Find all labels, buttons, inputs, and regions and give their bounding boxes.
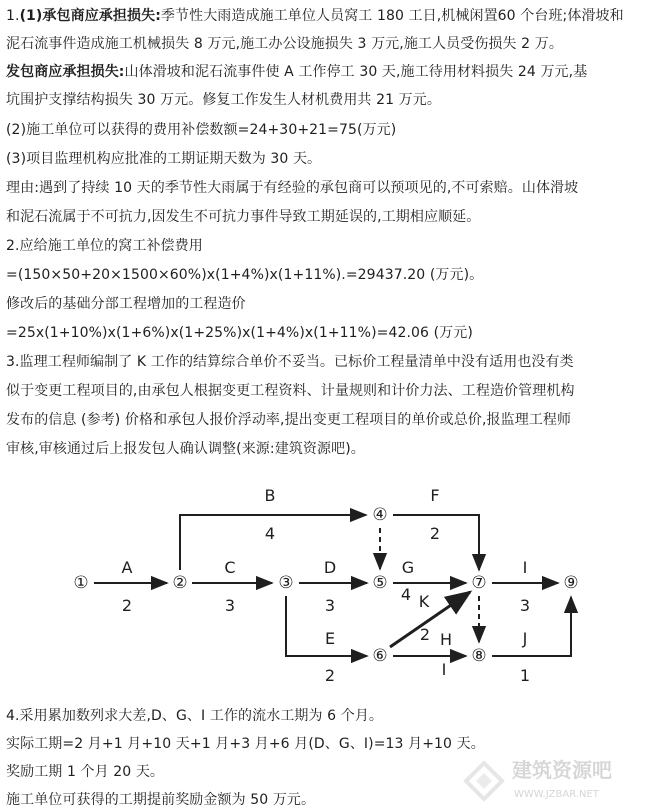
label-f: F — [430, 486, 440, 505]
dur-k: 2 — [419, 625, 431, 644]
dur-b: 4 — [264, 524, 276, 543]
s1-bold-heading-2: 发包商应承担损失: — [6, 64, 125, 80]
s4-line1: 4.采用累加数列求大差,D、G、I 工作的流水工期为 6 个月。 — [6, 708, 384, 724]
s3-line1: 3.监理工程师编制了 K 工作的结算综合单价不妥当。已标价工程量清单中没有适用也没有类 — [6, 354, 574, 370]
node-5: ⑤ — [372, 573, 388, 593]
dur-h: I — [441, 660, 447, 679]
s1-line8: 和泥石流属于不可抗力,因发生不可抗力事件导致工期延误的,工期相应顺延。 — [6, 209, 481, 225]
label-b: B — [264, 486, 276, 505]
node-4: ④ — [372, 505, 388, 525]
network-diagram — [0, 470, 662, 700]
dur-f: 2 — [429, 524, 441, 543]
dur-g: 4 — [400, 585, 412, 604]
s1-line3-text: 山体滑坡和泥石流事件使 A 工作停工 30 天,施工待用材料损失 24 万元,基 — [124, 64, 588, 80]
label-i: I — [522, 558, 528, 577]
s3-line3: 发布的信息 (参考) 价格和承包人报价浮动率,提出变更工程项目的单价或总价,报监理工程师 — [6, 412, 572, 428]
node-6: ⑥ — [372, 646, 388, 666]
s1-line7: 理由:遇到了持续 10 天的季节性大雨属于有经验的承包商可以预项见的,不可索赔。山体滑坡 — [6, 180, 579, 196]
s1-line5: (2)施工单位可以获得的费用补偿数额=24+30+21=75(万元) — [6, 122, 397, 138]
s4-line4: 施工单位可获得的工期提前奖励金额为 50 万元。 — [6, 792, 316, 808]
s1-line2: 泥石流事件造成施工机械损失 8 万元,施工办公设施损失 3 万元,施工人员受伤损失 2 万。 — [6, 36, 563, 52]
dur-j: 1 — [519, 666, 531, 685]
s3-line2: 似于变更工程项目的,由承包人根据变更工程资料、计量规则和计价力法、工程造价管理机构 — [6, 383, 575, 399]
label-d: D — [323, 558, 337, 577]
label-a: A — [121, 558, 133, 577]
s3-line4: 审核,审核通过后上报发包人确认调整(来源:建筑资源吧)。 — [6, 441, 365, 457]
node-2: ② — [172, 573, 188, 593]
dur-i: 3 — [519, 596, 531, 615]
watermark-logo-icon — [454, 741, 654, 805]
label-k: K — [418, 592, 430, 611]
node-7: ⑦ — [471, 573, 487, 593]
s1-line1-text: 季节性大雨造成施工单位人员窝工 180 工日,机械闲置60 个台班;体滑坡和 — [160, 8, 624, 24]
label-h: H — [439, 630, 453, 649]
s1-prefix: 1. — [6, 8, 20, 24]
s4-line2: 实际工期=2 月+1 月+10 天+1 月+3 月+6 月(D、G、I)=13 月+10 天。 — [6, 736, 485, 752]
watermark-cn: 建筑资源吧 — [512, 758, 612, 782]
s2-subtitle: 修改后的基础分部工程增加的工程造价 — [6, 296, 246, 312]
dur-a: 2 — [121, 596, 133, 615]
node-1: ① — [73, 573, 89, 593]
node-9: ⑨ — [563, 573, 579, 593]
s1-line6: (3)项目监理机构应批准的工期证期天数为 30 天。 — [6, 151, 322, 167]
node-3: ③ — [278, 573, 294, 593]
watermark-url: WWW.JZBAR.NET — [514, 789, 599, 800]
dur-c: 3 — [224, 596, 236, 615]
s2-formula1: =(150×50+20×1500×60%)x(1+4%)x(1+11%).=29437.20 (万元)。 — [6, 267, 484, 283]
label-e: E — [324, 629, 336, 648]
label-c: C — [224, 558, 236, 577]
node-8: ⑧ — [471, 646, 487, 666]
s1-bold-heading: (1)承包商应承担损失: — [19, 8, 161, 24]
label-j: J — [522, 629, 528, 648]
s4-line3: 奖励工期 1 个月 20 天。 — [6, 764, 165, 780]
label-g: G — [401, 558, 415, 577]
arrow-j — [492, 597, 571, 656]
dur-e: 2 — [324, 666, 336, 685]
s1-line3 — [6, 62, 587, 82]
dur-d: 3 — [324, 596, 336, 615]
s2-title: 2.应给施工单位的窝工补偿费用 — [6, 238, 203, 254]
watermark — [454, 741, 654, 805]
s1-line1 — [6, 6, 624, 26]
s2-formula2: =25x(1+10%)x(1+6%)x(1+25%)x(1+4%)x(1+11%)=42.06 (万元) — [6, 325, 473, 341]
s1-line4: 坑围护支撑结构损失 30 万元。修复工作发生人材机费用共 21 万元。 — [6, 92, 441, 108]
